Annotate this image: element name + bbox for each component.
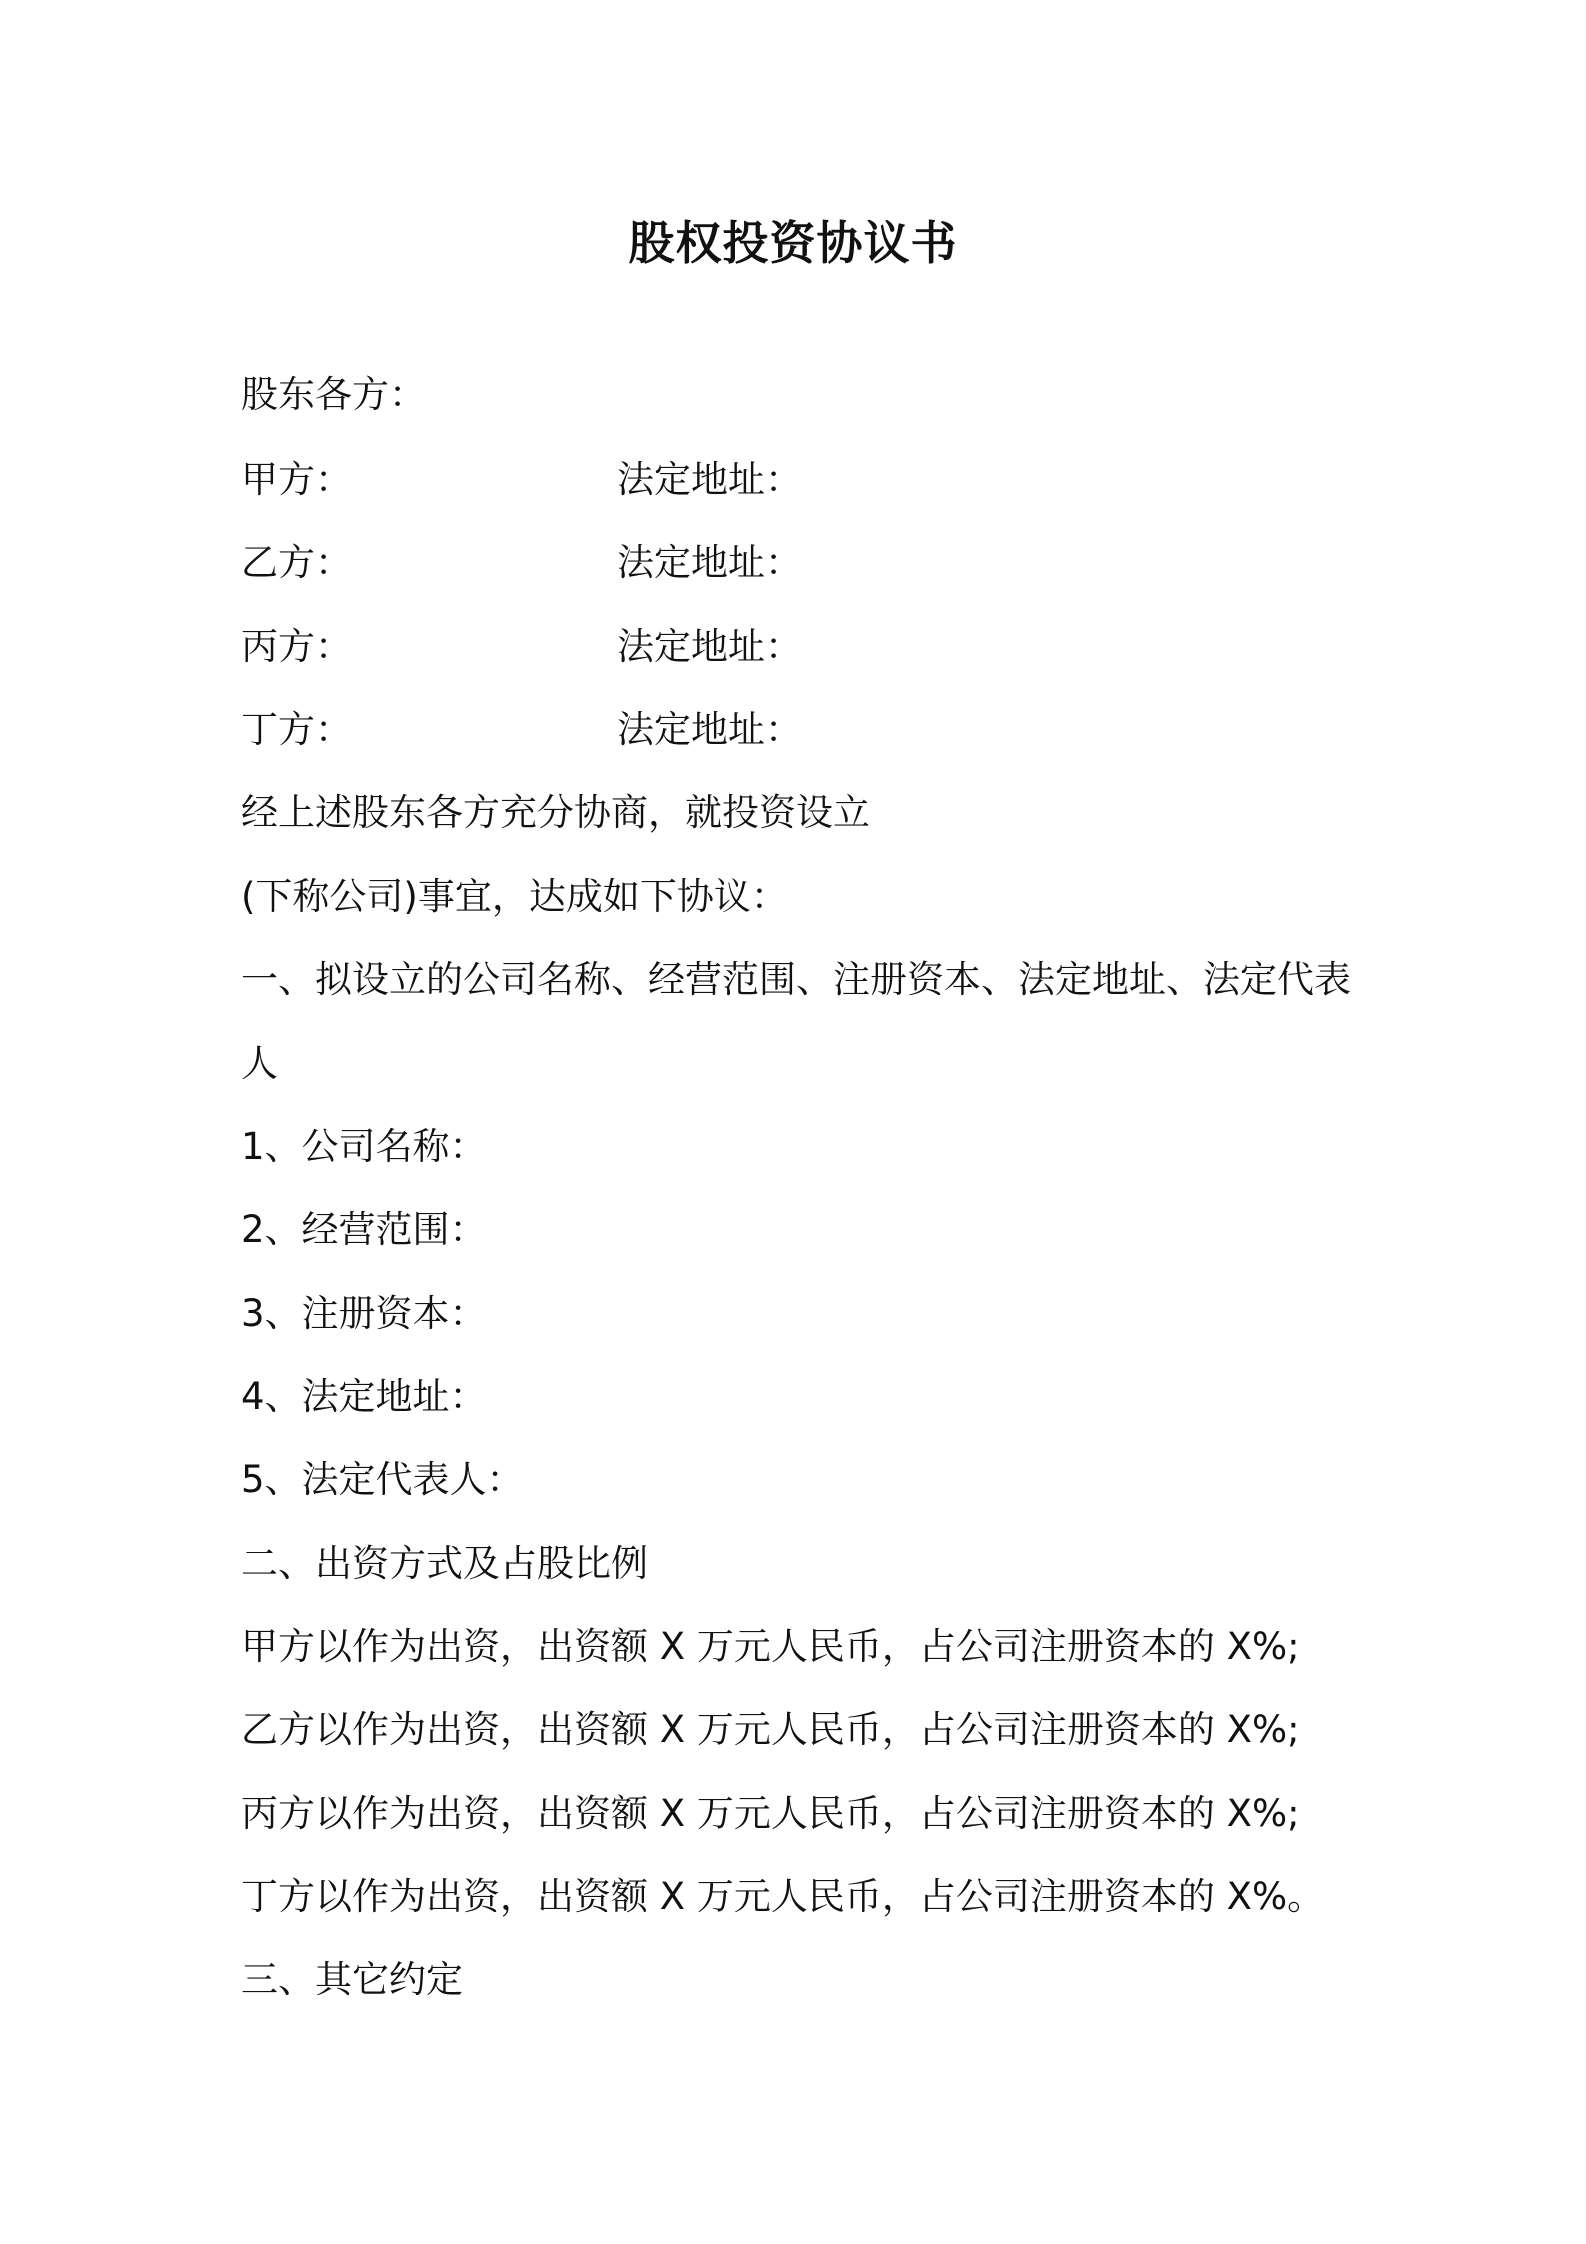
intro-line-2: (下称公司)事宜，达成如下协议：: [241, 875, 788, 918]
legal-address-item: 4、法定地址：: [241, 1375, 487, 1418]
party-a-address-label: 法定地址：: [617, 458, 802, 501]
company-name-item: 1、公司名称：: [241, 1125, 487, 1168]
registered-capital-item: 3、注册资本：: [241, 1292, 487, 1335]
party-b-contribution: 乙方以作为出资，出资额 X 万元人民币，占公司注册资本的 X%;: [241, 1708, 1300, 1751]
section-1-heading: 一、拟设立的公司名称、经营范围、注册资本、法定地址、法定代表: [241, 958, 1351, 1001]
section-3-heading: 三、其它约定: [241, 1958, 463, 2001]
party-d-address-label: 法定地址：: [617, 708, 802, 751]
party-d-name: 丁方：: [241, 708, 352, 751]
business-scope-item: 2、经营范围：: [241, 1208, 487, 1251]
party-a-name: 甲方：: [241, 458, 352, 501]
party-b-name: 乙方：: [241, 541, 352, 584]
party-c-address-label: 法定地址：: [617, 625, 802, 668]
party-a-contribution: 甲方以作为出资，出资额 X 万元人民币，占公司注册资本的 X%;: [241, 1625, 1300, 1668]
party-c-name: 丙方：: [241, 625, 352, 668]
party-d-contribution: 丁方以作为出资，出资额 X 万元人民币，占公司注册资本的 X%。: [241, 1875, 1325, 1918]
document-title: 股权投资协议书: [628, 216, 958, 270]
section-1-heading-continued: 人: [241, 1042, 278, 1085]
party-b-address-label: 法定地址：: [617, 541, 802, 584]
party-c-contribution: 丙方以作为出资，出资额 X 万元人民币，占公司注册资本的 X%;: [241, 1792, 1300, 1835]
section-2-heading: 二、出资方式及占股比例: [241, 1542, 648, 1585]
shareholders-heading: 股东各方：: [241, 373, 426, 416]
legal-representative-item: 5、法定代表人：: [241, 1458, 524, 1501]
intro-line-1: 经上述股东各方充分协商，就投资设立: [241, 791, 870, 834]
